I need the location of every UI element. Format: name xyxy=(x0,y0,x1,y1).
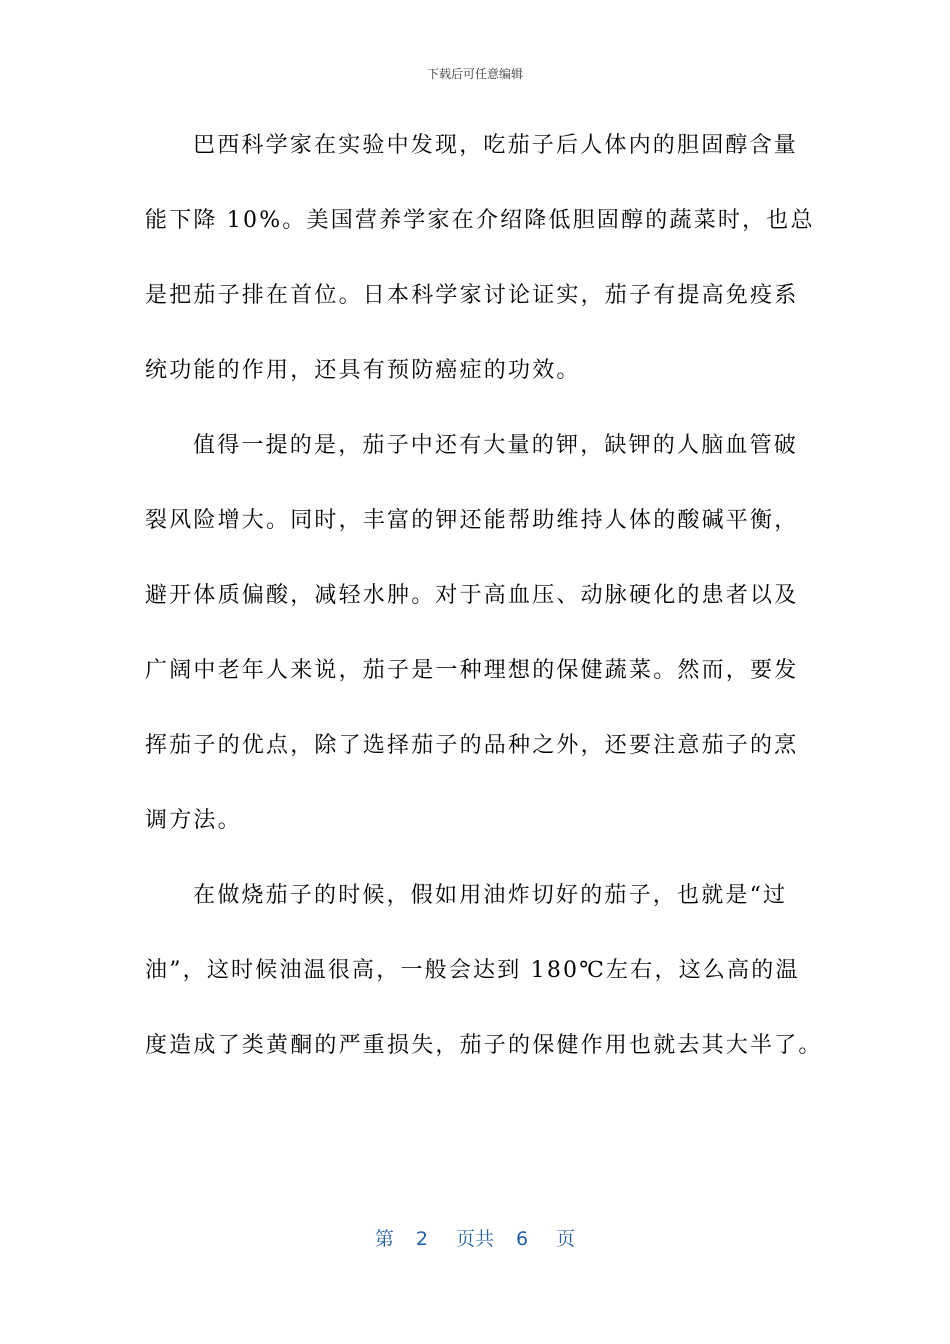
page-label-prefix: 第 xyxy=(374,1228,394,1250)
page-label-mid: 页共 xyxy=(455,1228,494,1250)
paragraph-2-line-5: 挥茄子的优点，除了选择茄子的品种之外，还要注意茄子的烹 xyxy=(145,733,799,758)
paragraph-2-line-4: 广阔中老年人来说，茄子是一种理想的保健蔬菜。然而，要发 xyxy=(145,658,799,683)
page-header: 下载后可任意编辑 xyxy=(426,67,523,81)
paragraph-1-line-1: 巴西科学家在实验中发现，吃茄子后人体内的胆固醇含量 xyxy=(193,133,799,158)
paragraph-2-line-3: 避开体质偏酸，减轻水肿。对于高血压、动脉硬化的患者以及 xyxy=(145,583,799,608)
page-label-suffix: 页 xyxy=(556,1228,576,1250)
paragraph-1-line-4: 统功能的作用，还具有预防癌症的功效。 xyxy=(145,358,581,383)
paragraph-3-line-3: 度造成了类黄酮的严重损失，茄子的保健作用也就去其大半了。 xyxy=(145,1033,823,1058)
paragraph-3-line-1: 在做烧茄子的时候，假如用油炸切好的茄子，也就是“过 xyxy=(193,883,788,908)
paragraph-2-line-6: 调方法。 xyxy=(145,808,242,833)
paragraph-1-line-2: 能下降 10%。美国营养学家在介绍降低胆固醇的蔬菜时，也总 xyxy=(145,208,815,233)
page-number: 2 xyxy=(415,1228,428,1250)
paragraph-3-line-2: 油”，这时候油温很高，一般会达到 180℃左右，这么高的温 xyxy=(145,958,800,983)
body-text xyxy=(145,124,823,1099)
paragraph-2-line-2: 裂风险增大。同时，丰富的钾还能帮助维持人体的酸碱平衡， xyxy=(145,508,799,533)
total-pages: 6 xyxy=(516,1228,529,1250)
paragraph-1-line-3: 是把茄子排在首位。日本科学家讨论证实，茄子有提高免疫系 xyxy=(145,283,799,308)
paragraph-2-line-1: 值得一提的是，茄子中还有大量的钾，缺钾的人脑血管破 xyxy=(193,433,799,458)
page-footer xyxy=(0,1226,950,1252)
